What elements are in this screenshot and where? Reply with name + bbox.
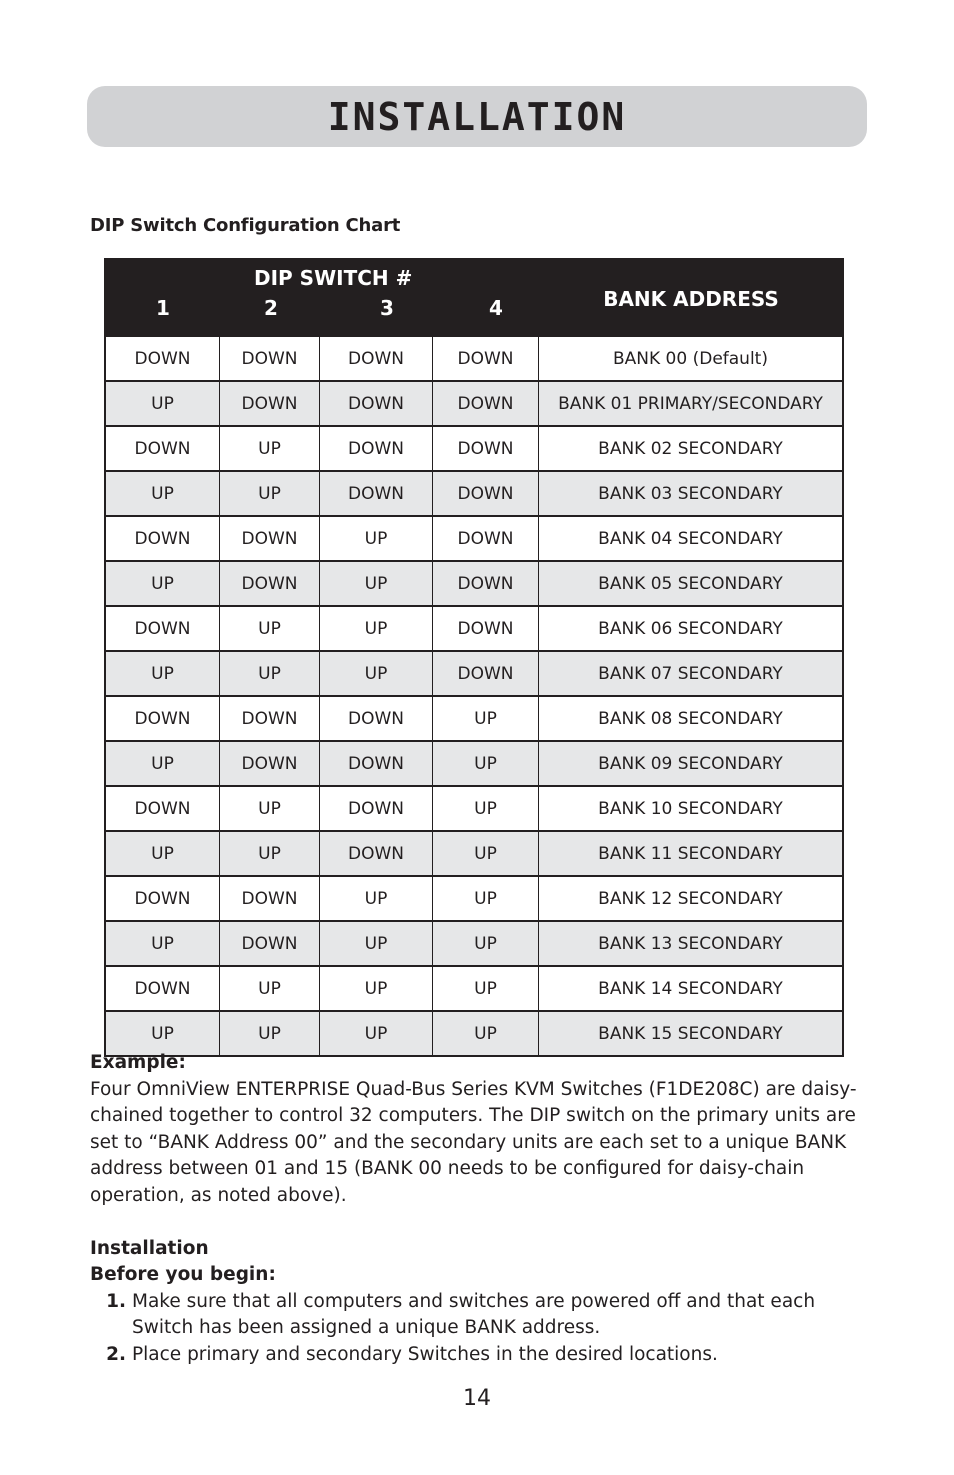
dip-switch-4-cell: DOWN [433, 337, 539, 380]
dip-switch-4-cell: DOWN [433, 472, 539, 515]
bank-address-cell: BANK 00 (Default) [613, 348, 768, 369]
dip-switch-2-cell: DOWN [220, 742, 320, 785]
dip-switch-2-cell: UP [220, 427, 320, 470]
dip-switch-1-cell: DOWN [106, 427, 220, 470]
dip-switch-3-cell: UP [320, 517, 433, 560]
bank-address-cell: BANK 15 SECONDARY [598, 1023, 783, 1044]
list-item [90, 1342, 870, 1369]
dip-switch-2-cell: UP [220, 472, 320, 515]
dip-switch-3-cell: DOWN [320, 337, 433, 380]
dip-switch-2-cell: UP [220, 967, 320, 1010]
dip-switch-3-cell: DOWN [320, 472, 433, 515]
page-title: INSTALLATION [327, 94, 627, 139]
table-row [106, 965, 842, 1010]
bank-address-cell: BANK 08 SECONDARY [598, 708, 783, 729]
bank-address-cell: BANK 03 SECONDARY [598, 483, 783, 504]
dip-switch-1-cell: UP [106, 1012, 220, 1055]
dip-switch-1-cell: UP [106, 652, 220, 695]
dip-switch-2-cell: UP [220, 1012, 320, 1055]
list-item [90, 1289, 870, 1342]
step-text: Make sure that all computers and switches are powered off and that each Switch has been assigned a unique BANK address. [132, 1290, 816, 1338]
dip-switch-2-cell: DOWN [220, 562, 320, 605]
table-row [106, 740, 842, 785]
table-row [106, 560, 842, 605]
body-text [90, 1050, 870, 1368]
dip-switch-3-cell: DOWN [320, 697, 433, 740]
dip-switch-2-cell: DOWN [220, 877, 320, 920]
table-row [106, 605, 842, 650]
example-paragraph: Four OmniView ENTERPRISE Quad-Bus Series KVM Switches (F1DE208C) are daisy-chained together to control 32 computers. The DIP switch on the primary units are set to “BANK Address 00” and the secondary units are each set to a unique BANK address between 01 and 15 (BANK 00 needs to be configured for daisy-chain operation, as noted above). [90, 1078, 857, 1206]
dip-switch-4-cell: UP [433, 877, 539, 920]
dip-switch-1-cell: DOWN [106, 877, 220, 920]
dip-switch-4-cell: DOWN [433, 652, 539, 695]
step-text: Place primary and secondary Switches in the desired locations. [132, 1343, 718, 1365]
dip-switch-2-cell: DOWN [220, 697, 320, 740]
dip-switch-4-cell: UP [433, 742, 539, 785]
dip-switch-4-cell: DOWN [433, 517, 539, 560]
dip-switch-3-cell: DOWN [320, 787, 433, 830]
dip-switch-1-cell: UP [106, 562, 220, 605]
table-row [106, 337, 842, 380]
dip-switch-1-cell: DOWN [106, 607, 220, 650]
dip-switch-1-cell: UP [106, 472, 220, 515]
bank-address-cell: BANK 13 SECONDARY [598, 933, 783, 954]
before-you-begin-heading: Before you begin: [90, 1264, 276, 1285]
section-banner [87, 86, 867, 147]
dip-switch-1-cell: UP [106, 382, 220, 425]
dip-switch-1-cell: DOWN [106, 787, 220, 830]
dip-switch-4-cell: DOWN [433, 562, 539, 605]
dip-switch-label: DIP SWITCH # [254, 266, 413, 290]
table-header [106, 260, 842, 337]
dip-switch-2-cell: DOWN [220, 382, 320, 425]
chart-title: DIP Switch Configuration Chart [90, 215, 401, 236]
dip-switch-1-cell: DOWN [106, 517, 220, 560]
dip-switch-3-cell: UP [320, 967, 433, 1010]
dip-switch-2-cell: DOWN [220, 517, 320, 560]
bank-address-cell: BANK 12 SECONDARY [598, 888, 783, 909]
column-header-1: 1 [156, 296, 170, 320]
table-row [106, 785, 842, 830]
dip-switch-4-cell: DOWN [433, 607, 539, 650]
dip-switch-3-cell: UP [320, 607, 433, 650]
page-number: 14 [463, 1386, 491, 1411]
step-number: 2. [106, 1343, 126, 1365]
column-header-2: 2 [264, 296, 278, 320]
dip-switch-1-cell: UP [106, 742, 220, 785]
dip-switch-3-cell: DOWN [320, 742, 433, 785]
table-row [106, 425, 842, 470]
bank-address-cell: BANK 10 SECONDARY [598, 798, 783, 819]
dip-switch-1-cell: DOWN [106, 697, 220, 740]
bank-address-header: BANK ADDRESS [603, 286, 779, 311]
dip-switch-3-cell: UP [320, 877, 433, 920]
table-row [106, 830, 842, 875]
bank-address-cell: BANK 06 SECONDARY [598, 618, 783, 639]
dip-switch-1-cell: UP [106, 922, 220, 965]
dip-switch-2-cell: DOWN [220, 922, 320, 965]
bank-address-cell: BANK 02 SECONDARY [598, 438, 783, 459]
bank-address-cell: BANK 05 SECONDARY [598, 573, 783, 594]
table-row [106, 515, 842, 560]
dip-switch-2-cell: UP [220, 832, 320, 875]
bank-address-cell: BANK 11 SECONDARY [598, 843, 783, 864]
table-body [106, 337, 842, 1055]
dip-switch-3-cell: UP [320, 922, 433, 965]
dip-switch-1-cell: DOWN [106, 967, 220, 1010]
example-heading: Example: [90, 1052, 186, 1073]
dip-switch-4-cell: UP [433, 922, 539, 965]
bank-address-cell: BANK 01 PRIMARY/SECONDARY [558, 393, 823, 414]
dip-switch-3-cell: DOWN [320, 427, 433, 470]
dip-switch-4-cell: DOWN [433, 382, 539, 425]
column-header-4: 4 [489, 296, 503, 320]
dip-switch-4-cell: UP [433, 967, 539, 1010]
dip-switch-1-cell: DOWN [106, 337, 220, 380]
dip-switch-4-cell: UP [433, 832, 539, 875]
dip-switch-3-cell: DOWN [320, 382, 433, 425]
dip-switch-4-cell: UP [433, 697, 539, 740]
steps-list [90, 1289, 870, 1369]
table-row [106, 650, 842, 695]
bank-address-cell: BANK 04 SECONDARY [598, 528, 783, 549]
dip-switch-4-cell: UP [433, 787, 539, 830]
table-row [106, 1010, 842, 1055]
dip-switch-table [104, 258, 844, 1057]
bank-address-cell: BANK 14 SECONDARY [598, 978, 783, 999]
dip-switch-3-cell: UP [320, 652, 433, 695]
dip-switch-2-cell: UP [220, 787, 320, 830]
dip-switch-1-cell: UP [106, 832, 220, 875]
table-row [106, 470, 842, 515]
table-row [106, 920, 842, 965]
dip-switch-3-cell: UP [320, 1012, 433, 1055]
dip-switch-3-cell: DOWN [320, 832, 433, 875]
dip-switch-2-cell: DOWN [220, 337, 320, 380]
table-row [106, 875, 842, 920]
bank-address-cell: BANK 07 SECONDARY [598, 663, 783, 684]
bank-address-cell: BANK 09 SECONDARY [598, 753, 783, 774]
dip-switch-4-cell: DOWN [433, 427, 539, 470]
installation-heading: Installation [90, 1237, 209, 1259]
dip-switch-4-cell: UP [433, 1012, 539, 1055]
dip-switch-3-cell: UP [320, 562, 433, 605]
dip-switch-2-cell: UP [220, 652, 320, 695]
step-number: 1. [106, 1290, 126, 1312]
column-header-3: 3 [380, 296, 394, 320]
table-row [106, 695, 842, 740]
dip-switch-2-cell: UP [220, 607, 320, 650]
table-row [106, 380, 842, 425]
